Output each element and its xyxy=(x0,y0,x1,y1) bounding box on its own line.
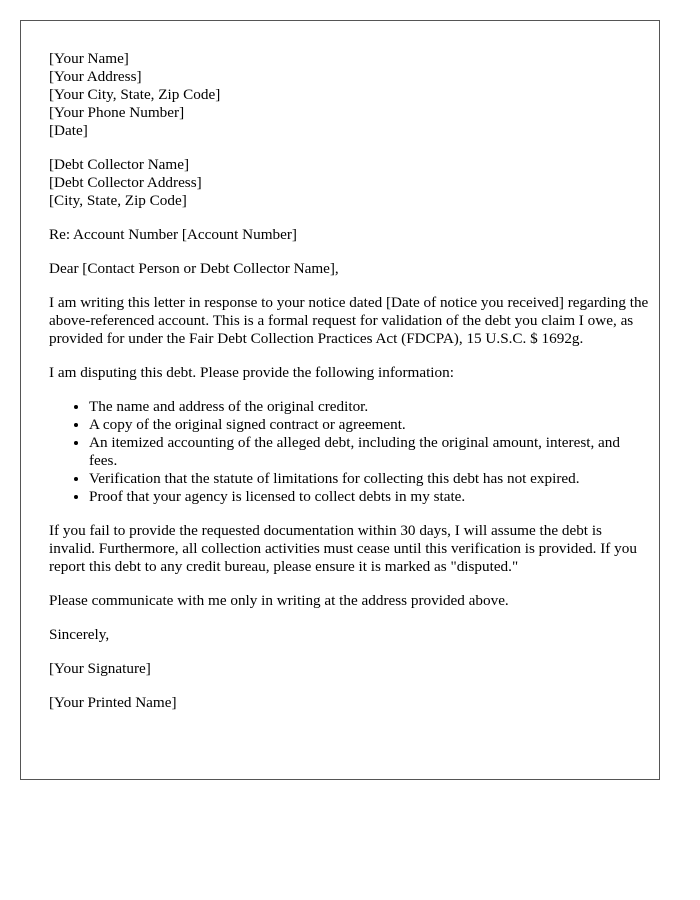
sender-address: [Your Address] xyxy=(49,68,142,85)
recipient-block xyxy=(49,156,649,210)
recipient-name: [Debt Collector Name] xyxy=(49,156,190,173)
letter-page xyxy=(20,20,660,780)
recipient-address: [Debt Collector Address] xyxy=(49,174,202,191)
salutation: Dear [Contact Person or Debt Collector Name], xyxy=(49,260,339,277)
valediction: Sincerely, xyxy=(49,626,110,643)
subject-line: Re: Account Number [Account Number] xyxy=(49,226,297,243)
list-item: • The name and address of the original creditor. xyxy=(89,398,649,416)
list-item: • A copy of the original signed contract or agreement. xyxy=(89,416,649,434)
sender-phone: [Your Phone Number] xyxy=(49,104,185,121)
intro-paragraph: I am writing this letter in response to your notice dated [Date of notice you received] regarding the above-referenced account. This is a formal request for validation of the debt you claim I owe, as provided for under the Fair Debt Collection Practices Act (FDCPA), 15 U.S.C. $ 1692g. xyxy=(49,294,649,347)
list-item: • Verification that the statute of limitations for collecting this debt has not expired. xyxy=(89,470,649,488)
printed-name-placeholder: [Your Printed Name] xyxy=(49,694,177,711)
sender-city-state-zip: [Your City, State, Zip Code] xyxy=(49,86,221,103)
warning-paragraph: If you fail to provide the requested documentation within 30 days, I will assume the debt is invalid. Furthermore, all collection activities must cease until this verification is provided. If you report this debt to any credit bureau, please ensure it is marked as "disputed." xyxy=(49,522,637,575)
letter-date: [Date] xyxy=(49,122,88,139)
signature-placeholder: [Your Signature] xyxy=(49,660,151,677)
list-item: • An itemized accounting of the alleged debt, including the original amount, interest, and fees. xyxy=(89,434,649,470)
recipient-city-state-zip: [City, State, Zip Code] xyxy=(49,192,187,209)
sender-block xyxy=(49,50,649,140)
letter-body xyxy=(49,50,649,728)
list-item: • Proof that your agency is licensed to collect debts in my state. xyxy=(89,488,649,506)
sender-name: [Your Name] xyxy=(49,50,129,67)
request-list xyxy=(49,398,649,506)
communication-paragraph: Please communicate with me only in writing at the address provided above. xyxy=(49,592,509,609)
dispute-paragraph: I am disputing this debt. Please provide the following information: xyxy=(49,364,454,381)
